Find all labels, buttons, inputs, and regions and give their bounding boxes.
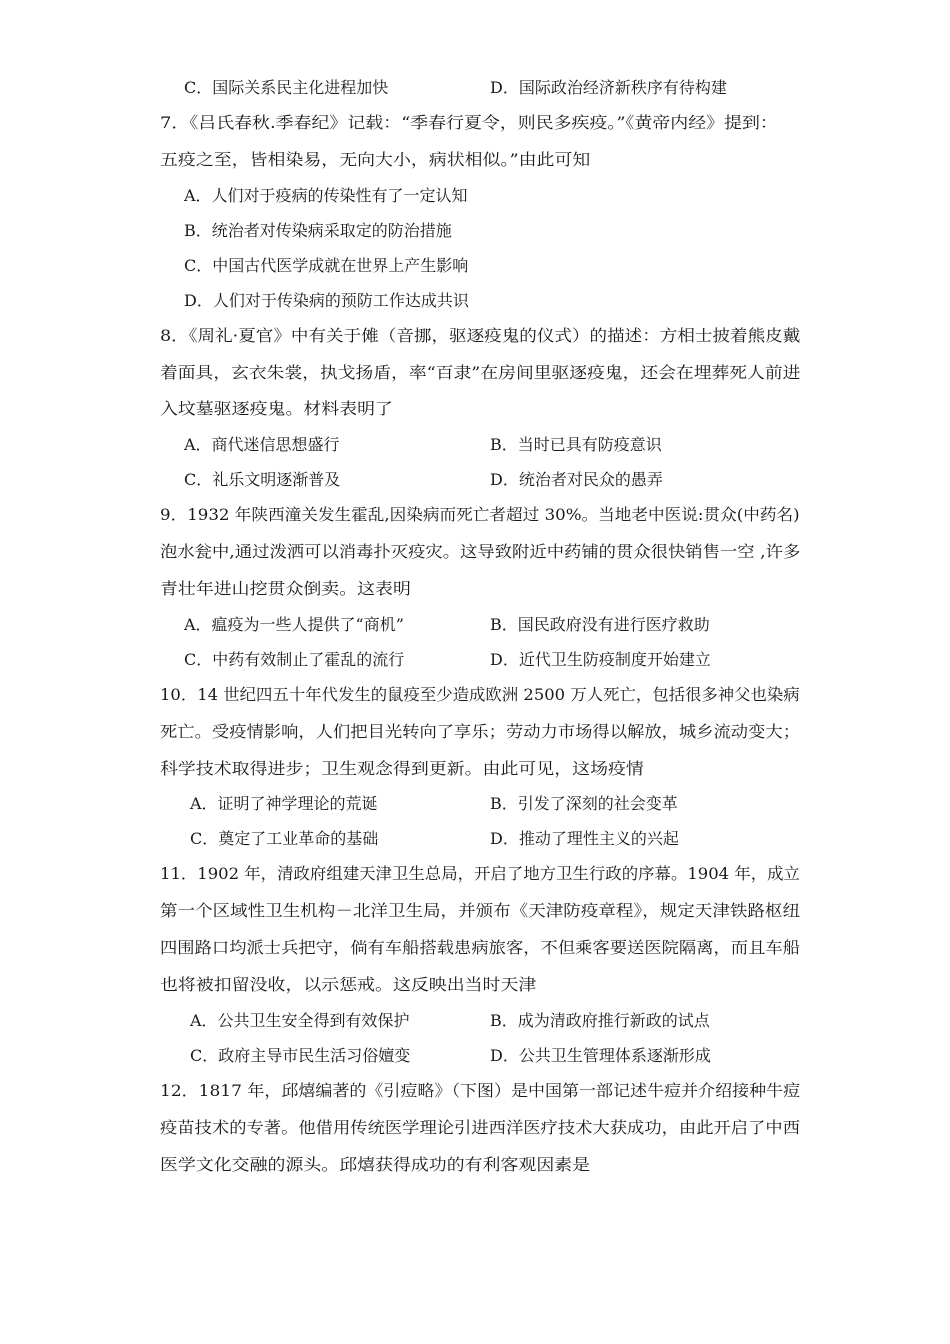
q10-option-d: D．推动了理性主义的兴起 [490, 829, 679, 848]
q9-option-a: A．瘟疫为一些人提供了“商机” [184, 615, 404, 634]
q12-stem-line-3: 医学文化交融的源头。邱熺获得成功的有利客观因素是 [160, 1155, 591, 1174]
q7-option-d: D．人们对于传染病的预防工作达成共识 [184, 291, 469, 310]
q7-stem-line-1: 7．《吕氏春秋.季春纪》记载：“季春行夏令，则民多疾疫。”《黄帝内经》提到： [160, 113, 778, 132]
q7-option-c: C．中国古代医学成就在世界上产生影响 [184, 256, 469, 275]
q10-stem-line-1: 10．14 世纪四五十年代发生的鼠疫至少造成欧洲 2500 万人死亡，包括很多神父也染病 [160, 685, 800, 704]
q9-option-b: B．国民政府没有进行医疗救助 [490, 615, 710, 634]
q8-stem-line-1: 8．《周礼·夏官》中有关于傩（音挪，驱逐疫鬼的仪式）的描述：方相士披着熊皮戴 [160, 326, 801, 345]
q10-stem-line-3: 科学技术取得进步；卫生观念得到更新。由此可见，这场疫情 [160, 759, 644, 778]
q10-option-b: B．引发了深刻的社会变革 [490, 794, 678, 813]
q12-stem-line-1: 12．1817 年，邱熺编著的《引痘略》（下图）是中国第一部记述牛痘并介绍接种牛痘 [160, 1081, 801, 1100]
q9-stem-line-1: 9．1932 年陕西潼关发生霍乱,因染病而死亡者超过 30%。当地老中医说:贯众(中药名) [160, 505, 800, 524]
q12-stem-line-2: 疫苗技术的专著。他借用传统医学理论引进西洋医疗技术大获成功，由此开启了中西 [160, 1118, 801, 1137]
q11-stem-line-2: 第一个区域性卫生机构－北洋卫生局，并颁布《天津防疫章程》，规定天津铁路枢纽 [160, 901, 801, 920]
q10-option-c: C．奠定了工业革命的基础 [190, 829, 379, 848]
q6-option-c: C．国际关系民主化进程加快 [184, 78, 389, 97]
q9-stem-line-2: 泡水瓮中,通过泼洒可以消毒扑灭疫灾。这导致附近中药铺的贯众很快销售一空 ,许多 [160, 542, 801, 561]
q8-stem-line-2: 着面具，玄衣朱裳，执戈扬盾，率“百隶”在房间里驱逐疫鬼，还会在埋葬死人前进 [160, 363, 801, 382]
q8-stem-line-3: 入坟墓驱逐疫鬼。材料表明了 [160, 399, 393, 418]
q10-option-a: A．证明了神学理论的荒诞 [190, 794, 378, 813]
q11-option-d: D．公共卫生管理体系逐渐形成 [490, 1046, 711, 1065]
q7-option-b: B．统治者对传染病采取定的防治措施 [184, 221, 452, 240]
q9-option-d: D．近代卫生防疫制度开始建立 [490, 650, 711, 669]
q7-option-a: A．人们对于疫病的传染性有了一定认知 [184, 186, 468, 205]
q10-stem-line-2: 死亡。受疫情影响，人们把目光转向了享乐；劳动力市场得以解放，城乡流动变大； [160, 722, 801, 741]
q6-option-d: D．国际政治经济新秩序有待构建 [490, 78, 727, 97]
q9-option-c: C．中药有效制止了霍乱的流行 [184, 650, 405, 669]
q8-option-c: C．礼乐文明逐渐普及 [184, 470, 341, 489]
q8-option-d: D．统治者对民众的愚弄 [490, 470, 663, 489]
q9-stem-line-3: 青壮年进山挖贯众倒卖。这表明 [160, 579, 411, 598]
q11-stem-line-4: 也将被扣留没收，以示惩戒。这反映出当时天津 [160, 975, 537, 994]
q7-stem-line-2: 五疫之至，皆相染易，无向大小，病状相似。”由此可知 [160, 150, 591, 169]
q8-option-b: B．当时已具有防疫意识 [490, 435, 662, 454]
q11-option-b: B．成为清政府推行新政的试点 [490, 1011, 710, 1030]
q11-option-c: C．政府主导市民生活习俗嬗变 [190, 1046, 411, 1065]
q8-option-a: A．商代迷信思想盛行 [184, 435, 340, 454]
q11-stem-line-3: 四围路口均派士兵把守，倘有车船搭载患病旅客，不但乘客要送医院隔离，而且车船 [160, 938, 801, 957]
q11-option-a: A．公共卫生安全得到有效保护 [190, 1011, 410, 1030]
q11-stem-line-1: 11．1902 年，清政府组建天津卫生总局，开启了地方卫生行政的序幕。1904 年，成立 [160, 864, 800, 883]
